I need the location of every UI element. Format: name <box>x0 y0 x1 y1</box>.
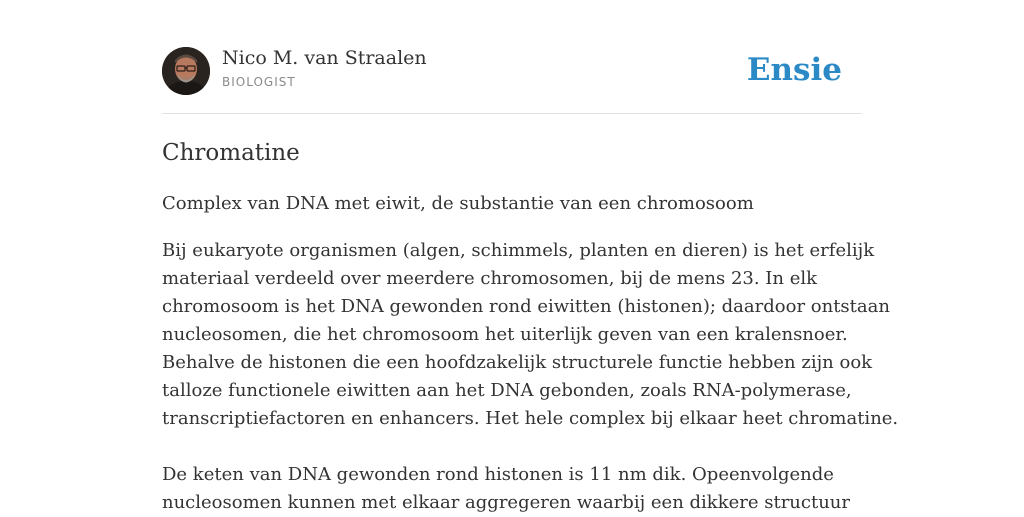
article-subtitle: Complex van DNA met eiwit, de substantie van een chromosoom <box>162 193 754 214</box>
paragraph-line: chromosoom is het DNA gewonden rond eiwitten (histonen); daardoor ontstaan <box>162 296 890 317</box>
paragraph-line: Behalve de histonen die een hoofdzakelijk structurele functie hebben zijn ook <box>162 352 873 373</box>
paragraph-line: Bij eukaryote organismen (algen, schimmels, planten en dieren) is het erfelijk <box>162 240 875 261</box>
author-role: BIOLOGIST <box>222 75 296 89</box>
article-body <box>162 237 899 517</box>
article-page <box>162 0 899 513</box>
paragraph-gap <box>162 433 862 461</box>
author-header <box>162 46 862 96</box>
header-divider <box>162 113 862 114</box>
article-title: Chromatine <box>162 140 300 166</box>
ensie-logo-link[interactable]: Ensie <box>746 52 842 88</box>
paragraph-line: nucleosomen kunnen met elkaar aggregeren waarbij een dikkere structuur <box>162 492 851 513</box>
author-name[interactable]: Nico M. van Straalen <box>222 47 427 69</box>
author-avatar[interactable] <box>162 47 210 95</box>
paragraph-line: transcriptiefactoren en enhancers. Het hele complex bij elkaar heet chromatine. <box>162 408 899 429</box>
paragraph-line: talloze functionele eiwitten aan het DNA gebonden, zoals RNA-polymerase, <box>162 380 852 401</box>
person-portrait-icon <box>162 47 210 95</box>
paragraph-line: nucleosomen, die het chromosoom het uiterlijk geven van een kralensnoer. <box>162 324 848 345</box>
paragraph-line: materiaal verdeeld over meerdere chromosomen, bij de mens 23. In elk <box>162 268 818 289</box>
paragraph-line: De keten van DNA gewonden rond histonen is 11 nm dik. Opeenvolgende <box>162 464 834 485</box>
